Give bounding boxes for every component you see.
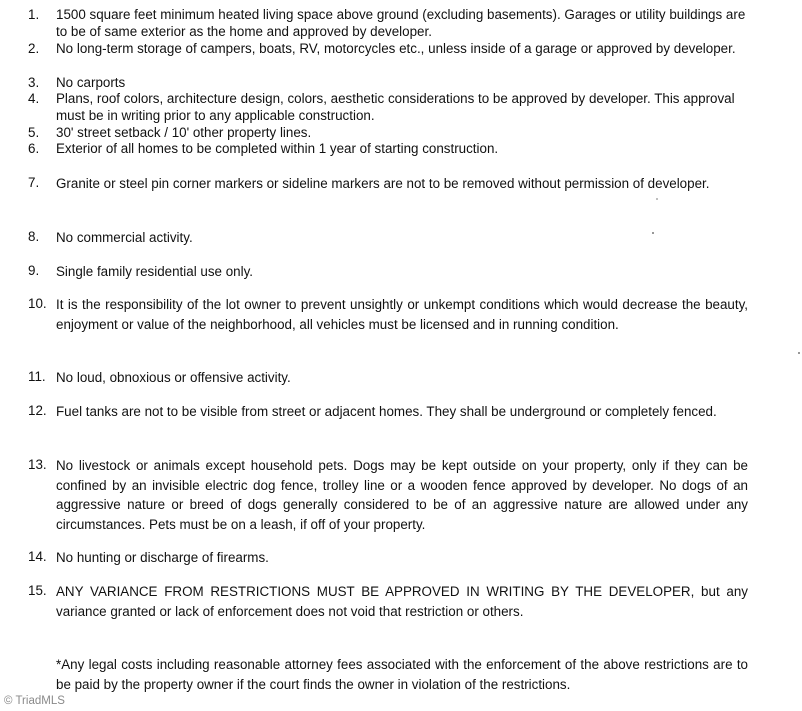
- restriction-item-11: [28, 368, 748, 388]
- restriction-text: 1500 square feet minimum heated living space above ground (excluding basements). Garages or utility buildings are to be of same exterior as the home and approved by developer.: [56, 7, 746, 39]
- restriction-number: 10.: [28, 296, 47, 311]
- restriction-item-5: [28, 124, 748, 141]
- restriction-number: 2.: [28, 41, 40, 56]
- restriction-number: 13.: [28, 457, 47, 472]
- restriction-number: 11.: [28, 369, 46, 384]
- restriction-number: 14.: [28, 549, 47, 564]
- restriction-text: No long-term storage of campers, boats, RV, motorcycles etc., unless inside of a garage or approved by developer.: [56, 41, 736, 56]
- restriction-number: 4.: [28, 91, 40, 106]
- scan-speck: [798, 352, 800, 354]
- restriction-item-10: [28, 295, 748, 334]
- restriction-number: 9.: [28, 263, 40, 278]
- scan-speck: [652, 232, 654, 234]
- restriction-item-8: [28, 228, 748, 248]
- restriction-item-14: [28, 548, 748, 568]
- restriction-text: Granite or steel pin corner markers or sideline markers are not to be removed without permission of developer.: [56, 176, 710, 191]
- watermark: © TriadMLS: [4, 695, 65, 707]
- restriction-text: No carports: [56, 75, 126, 90]
- restriction-text: Fuel tanks are not to be visible from street or adjacent homes. They shall be underground or completely fenced.: [56, 404, 717, 419]
- restriction-text: No loud, obnoxious or offensive activity.: [56, 370, 291, 385]
- footnote: *Any legal costs including reasonable attorney fees associated with the enforcement of the above restrictions are to be paid by the property owner if the court finds the owner in violation of the restrictions.: [56, 657, 748, 692]
- restriction-text: It is the responsibility of the lot owner to prevent unsightly or unkempt conditions which would decrease the beauty, enjoyment or value of the neighborhood, all vehicles must be licensed and in running condition.: [56, 297, 748, 332]
- restriction-item-3: [28, 74, 748, 91]
- restriction-text: No hunting or discharge of firearms.: [56, 550, 269, 565]
- restriction-item-13: [28, 456, 748, 534]
- restriction-item-15: [28, 582, 748, 621]
- restriction-number: 3.: [28, 75, 40, 90]
- restriction-number: 15.: [28, 583, 47, 598]
- restriction-item-9: [28, 262, 748, 282]
- restriction-text: No livestock or animals except household pets. Dogs may be kept outside on your property, only if they can be confined by an invisible electric dog fence, trolley line or a wooden fence approved by developer. No dogs of an aggressive nature or breed of dogs generally considered to be of an aggressive nature are allowed under any circumstances. Pets must be on a leash, if off of your property.: [56, 458, 748, 532]
- scan-speck: [656, 198, 658, 200]
- restriction-number: 5.: [28, 125, 40, 140]
- restriction-text: Plans, roof colors, architecture design, colors, aesthetic considerations to be approved by developer. This approval must be in writing prior to any applicable construction.: [56, 91, 735, 123]
- restriction-text: Single family residential use only.: [56, 264, 253, 279]
- restriction-number: 7.: [28, 175, 40, 190]
- restriction-text: Exterior of all homes to be completed within 1 year of starting construction.: [56, 141, 499, 156]
- restriction-number: 12.: [28, 403, 47, 418]
- restriction-text: ANY VARIANCE FROM RESTRICTIONS MUST BE APPROVED IN WRITING BY THE DEVELOPER, but any variance granted or lack of enforcement does not void that restriction or others.: [56, 584, 748, 619]
- restriction-item-1: [28, 6, 748, 40]
- restriction-number: 1.: [28, 7, 40, 22]
- restriction-item-7: [28, 174, 748, 194]
- restriction-number: 6.: [28, 141, 40, 156]
- restriction-item-6: [28, 140, 748, 157]
- restriction-item-12: [28, 402, 748, 422]
- restriction-text: No commercial activity.: [56, 230, 193, 245]
- restriction-item-4: [28, 90, 748, 124]
- restriction-text: 30' street setback / 10' other property lines.: [56, 125, 312, 140]
- restriction-item-2: [28, 40, 748, 57]
- restriction-number: 8.: [28, 229, 40, 244]
